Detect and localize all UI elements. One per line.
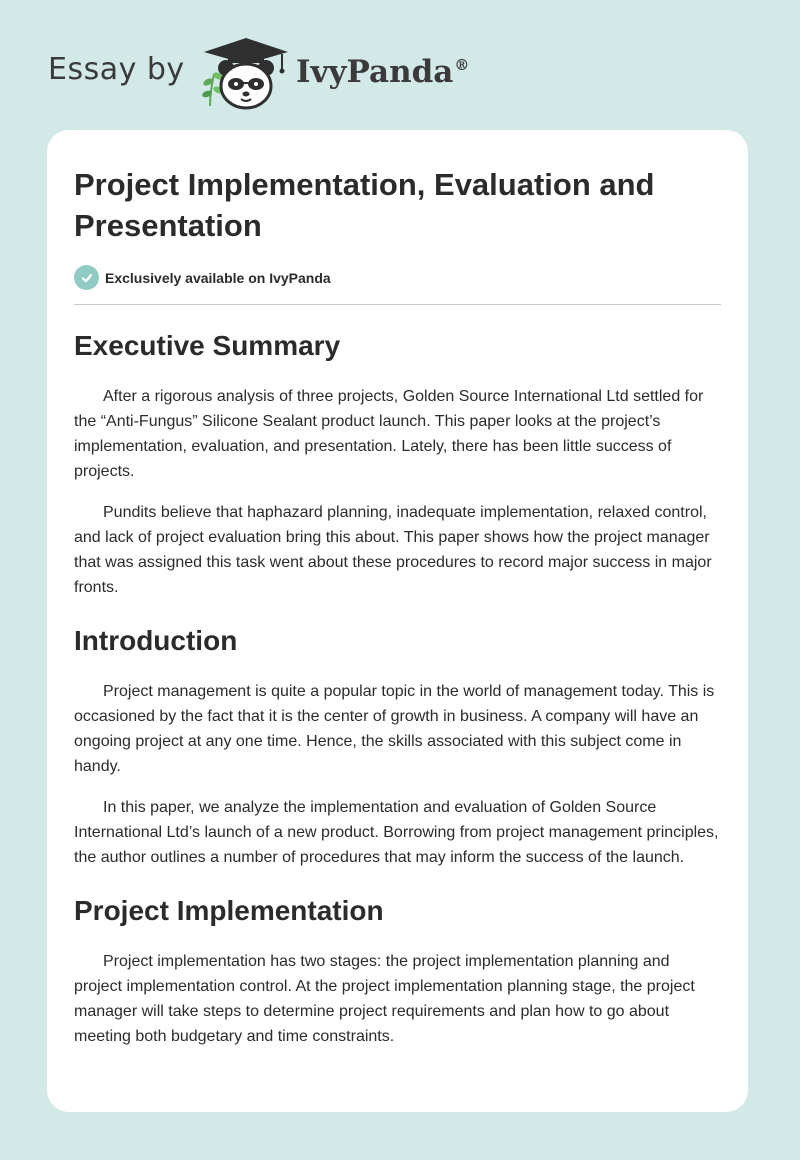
exclusive-badge — [74, 265, 721, 305]
page-title: Project Implementation, Evaluation and Presentation — [74, 167, 655, 243]
paragraph: Pundits believe that haphazard planning, inadequate implementation, relaxed control, and lack of project evaluation bring this about. This paper shows how the project manager that was assigned this task went about these procedures to record major success in major fronts. — [74, 504, 712, 596]
paragraph: After a rigorous analysis of three projects, Golden Source International Ltd settled for the “Anti-Fungus” Silicone Sealant product launch. This paper looks at the project’s implementation, evaluation, and presentation. Lately, there has been little success of projects. — [74, 388, 704, 480]
registered-mark: ® — [454, 56, 470, 74]
paragraph: In this paper, we analyze the implementation and evaluation of Golden Source International Ltd’s launch of a new product. Borrowing from project management principles, the author outlines a number of procedures that may inform the success of the launch. — [74, 799, 719, 866]
exclusive-label: Exclusively available on IvyPanda — [105, 269, 331, 286]
paragraph: Project implementation has two stages: the project implementation planning and project implementation control. At the project implementation planning stage, the project manager will take steps to determine project requirements and plan how to go about meeting both budgetary and time constraints. — [74, 953, 695, 1045]
essay-card — [47, 130, 748, 1112]
site-header — [0, 0, 800, 130]
paragraph: Project management is quite a popular topic in the world of management today. This is occasioned by the fact that it is the center of growth in business. A company will have an ongoing project at any one time. Hence, the skills associated with this subject come in handy. — [74, 683, 715, 775]
section-heading-executive-summary: Executive Summary — [74, 330, 341, 361]
essay-by-label: Essay by — [48, 52, 185, 87]
panda-graduate-icon — [198, 34, 294, 114]
check-icon — [74, 265, 99, 290]
section-heading-project-implementation: Project Implementation — [74, 895, 384, 926]
section-heading-introduction: Introduction — [74, 625, 238, 656]
brand-name: IvyPanda® — [296, 54, 470, 90]
